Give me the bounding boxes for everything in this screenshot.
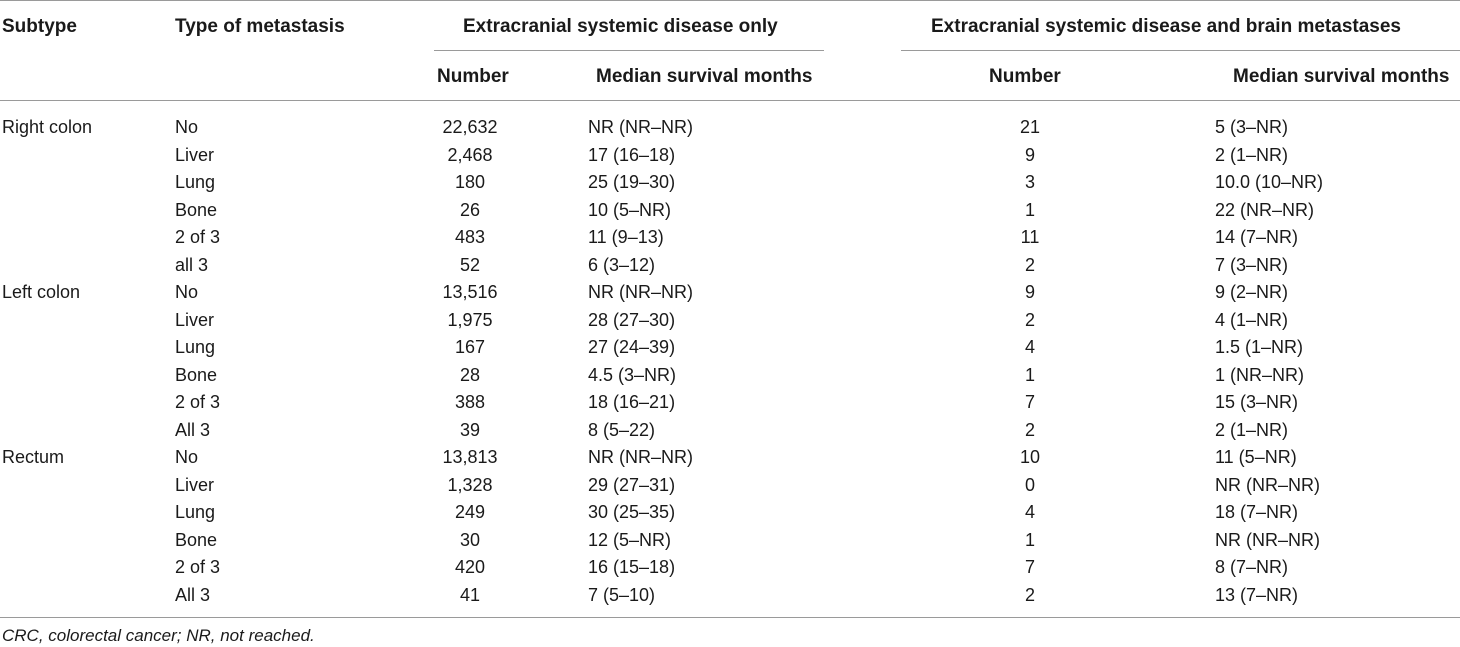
cell-number-group2: 10 (1019, 447, 1041, 467)
cell-type-of-metastasis: Liver (175, 144, 215, 165)
cell-median-survival-group2: 4 (1–NR) (1215, 309, 1289, 330)
table-row (0, 196, 1460, 224)
cell-number-group1: 26 (459, 199, 481, 220)
cell-number-group1: 388 (454, 392, 486, 412)
group-underline-extracranial-and-brain (901, 50, 1460, 51)
cell-number-group2: 2 (1024, 584, 1035, 605)
cell-median-survival-group2: 11 (5–NR) (1215, 447, 1297, 467)
cell-median-survival-group1: 30 (25–35) (588, 502, 676, 522)
table-row (0, 388, 1460, 416)
header-number-group1: Number (437, 66, 509, 87)
cell-number-group2: 9 (1024, 144, 1035, 165)
table-row (0, 498, 1460, 526)
cell-median-survival-group2: 18 (7–NR) (1215, 502, 1299, 522)
cell-number-group2: 3 (1024, 172, 1035, 192)
table-row (0, 526, 1460, 554)
cell-type-of-metastasis: Lung (175, 337, 216, 357)
cell-number-group1: 39 (459, 419, 481, 440)
cell-median-survival-group2: 1.5 (1–NR) (1215, 337, 1304, 357)
table-top-rule (0, 0, 1460, 1)
cell-type-of-metastasis: Liver (175, 309, 215, 330)
cell-median-survival-group2: NR (NR–NR) (1215, 474, 1320, 495)
header-group-extracranial-and-brain: Extracranial systemic disease and brain metastases (931, 16, 1401, 37)
cell-median-survival-group2: 15 (3–NR) (1215, 392, 1299, 412)
cell-number-group1: 30 (459, 529, 481, 550)
cell-number-group2: 21 (1019, 117, 1041, 137)
header-type-of-metastasis: Type of metastasis (175, 16, 345, 37)
header-subtype: Subtype (2, 16, 77, 37)
table-row (0, 581, 1460, 609)
table-body (0, 113, 1460, 608)
cell-type-of-metastasis: No (175, 117, 199, 137)
table-row (0, 471, 1460, 499)
cell-number-group1: 249 (454, 502, 486, 522)
cell-number-group2: 0 (1024, 474, 1035, 495)
table-row (0, 278, 1460, 306)
cell-number-group1: 41 (459, 584, 481, 605)
cell-median-survival-group1: NR (NR–NR) (588, 117, 693, 137)
cell-number-group2: 7 (1024, 557, 1035, 577)
cell-median-survival-group1: NR (NR–NR) (588, 282, 693, 302)
cell-median-survival-group1: 28 (27–30) (588, 309, 676, 330)
cell-median-survival-group2: 13 (7–NR) (1215, 584, 1299, 605)
cell-number-group1: 13,813 (442, 447, 498, 467)
cell-type-of-metastasis: 2 of 3 (175, 227, 221, 247)
cell-median-survival-group1: 25 (19–30) (588, 172, 676, 192)
cell-median-survival-group1: 8 (5–22) (588, 419, 656, 440)
cell-type-of-metastasis: 2 of 3 (175, 557, 221, 577)
table-header-rule (0, 100, 1460, 101)
group-underline-extracranial-only (434, 50, 824, 51)
table-row (0, 141, 1460, 169)
cell-median-survival-group1: 11 (9–13) (588, 227, 664, 247)
cell-number-group1: 28 (459, 364, 481, 385)
cell-number-group2: 7 (1024, 392, 1035, 412)
cell-subtype: Left colon (2, 282, 81, 302)
header-median-survival-group1: Median survival months (596, 66, 813, 87)
cell-number-group2: 2 (1024, 419, 1035, 440)
cell-median-survival-group2: 14 (7–NR) (1215, 227, 1299, 247)
cell-median-survival-group2: 8 (7–NR) (1215, 557, 1289, 577)
cell-number-group2: 11 (1020, 227, 1040, 247)
header-group-extracranial-only: Extracranial systemic disease only (463, 16, 778, 37)
cell-number-group1: 13,516 (442, 282, 498, 302)
header-number-group2: Number (989, 66, 1061, 87)
table-row (0, 361, 1460, 389)
cell-subtype: Right colon (2, 117, 93, 137)
cell-median-survival-group1: 17 (16–18) (588, 144, 676, 165)
cell-type-of-metastasis: Bone (175, 529, 218, 550)
table-row (0, 333, 1460, 361)
header-median-survival-group2: Median survival months (1233, 66, 1450, 87)
cell-number-group1: 180 (454, 172, 486, 192)
cell-number-group1: 1,328 (447, 474, 493, 495)
cell-number-group2: 1 (1024, 199, 1035, 220)
cell-median-survival-group2: 2 (1–NR) (1215, 144, 1289, 165)
cell-type-of-metastasis: No (175, 282, 199, 302)
cell-number-group1: 52 (459, 254, 481, 275)
table-bottom-rule (0, 617, 1460, 618)
table-row (0, 223, 1460, 251)
table-row (0, 251, 1460, 279)
cell-median-survival-group1: 10 (5–NR) (588, 199, 672, 220)
cell-number-group1: 1,975 (447, 309, 493, 330)
cell-subtype: Rectum (2, 447, 65, 467)
cell-median-survival-group2: NR (NR–NR) (1215, 529, 1320, 550)
table-row (0, 168, 1460, 196)
cell-number-group2: 2 (1024, 309, 1035, 330)
table-row (0, 553, 1460, 581)
cell-number-group2: 1 (1024, 529, 1035, 550)
cell-type-of-metastasis: All 3 (175, 584, 211, 605)
cell-median-survival-group2: 1 (NR–NR) (1215, 364, 1305, 385)
cell-type-of-metastasis: Bone (175, 364, 218, 385)
cell-number-group2: 1 (1024, 364, 1035, 385)
table-row (0, 113, 1460, 141)
cell-type-of-metastasis: No (175, 447, 199, 467)
cell-number-group2: 2 (1024, 254, 1035, 275)
cell-type-of-metastasis: Liver (175, 474, 215, 495)
cell-median-survival-group2: 9 (2–NR) (1215, 282, 1289, 302)
cell-median-survival-group2: 22 (NR–NR) (1215, 199, 1315, 220)
cell-median-survival-group2: 7 (3–NR) (1215, 254, 1289, 275)
cell-number-group1: 22,632 (442, 117, 498, 137)
cell-number-group1: 420 (454, 557, 486, 577)
cell-number-group2: 9 (1024, 282, 1035, 302)
table-footnote: CRC, colorectal cancer; NR, not reached. (2, 626, 315, 645)
cell-median-survival-group1: 27 (24–39) (588, 337, 676, 357)
cell-median-survival-group2: 2 (1–NR) (1215, 419, 1289, 440)
cell-median-survival-group1: 12 (5–NR) (588, 529, 672, 550)
cell-type-of-metastasis: 2 of 3 (175, 392, 221, 412)
table-row (0, 443, 1460, 471)
cell-type-of-metastasis: Lung (175, 172, 216, 192)
cell-median-survival-group1: 6 (3–12) (588, 254, 656, 275)
cell-median-survival-group1: 29 (27–31) (588, 474, 676, 495)
cell-median-survival-group2: 5 (3–NR) (1215, 117, 1289, 137)
cell-median-survival-group1: 4.5 (3–NR) (588, 364, 677, 385)
table-row (0, 416, 1460, 444)
cell-type-of-metastasis: All 3 (175, 419, 211, 440)
cell-median-survival-group1: 7 (5–10) (588, 584, 656, 605)
cell-type-of-metastasis: Lung (175, 502, 216, 522)
cell-number-group1: 483 (454, 227, 486, 247)
cell-type-of-metastasis: Bone (175, 199, 218, 220)
cell-median-survival-group1: 18 (16–21) (588, 392, 676, 412)
cell-type-of-metastasis: all 3 (175, 254, 209, 275)
cell-number-group1: 167 (454, 337, 486, 357)
cell-number-group1: 2,468 (447, 144, 493, 165)
table-row (0, 306, 1460, 334)
cell-number-group2: 4 (1024, 502, 1035, 522)
cell-median-survival-group1: 16 (15–18) (588, 557, 676, 577)
cell-median-survival-group1: NR (NR–NR) (588, 447, 693, 467)
cell-median-survival-group2: 10.0 (10–NR) (1215, 172, 1324, 192)
cell-number-group2: 4 (1024, 337, 1035, 357)
